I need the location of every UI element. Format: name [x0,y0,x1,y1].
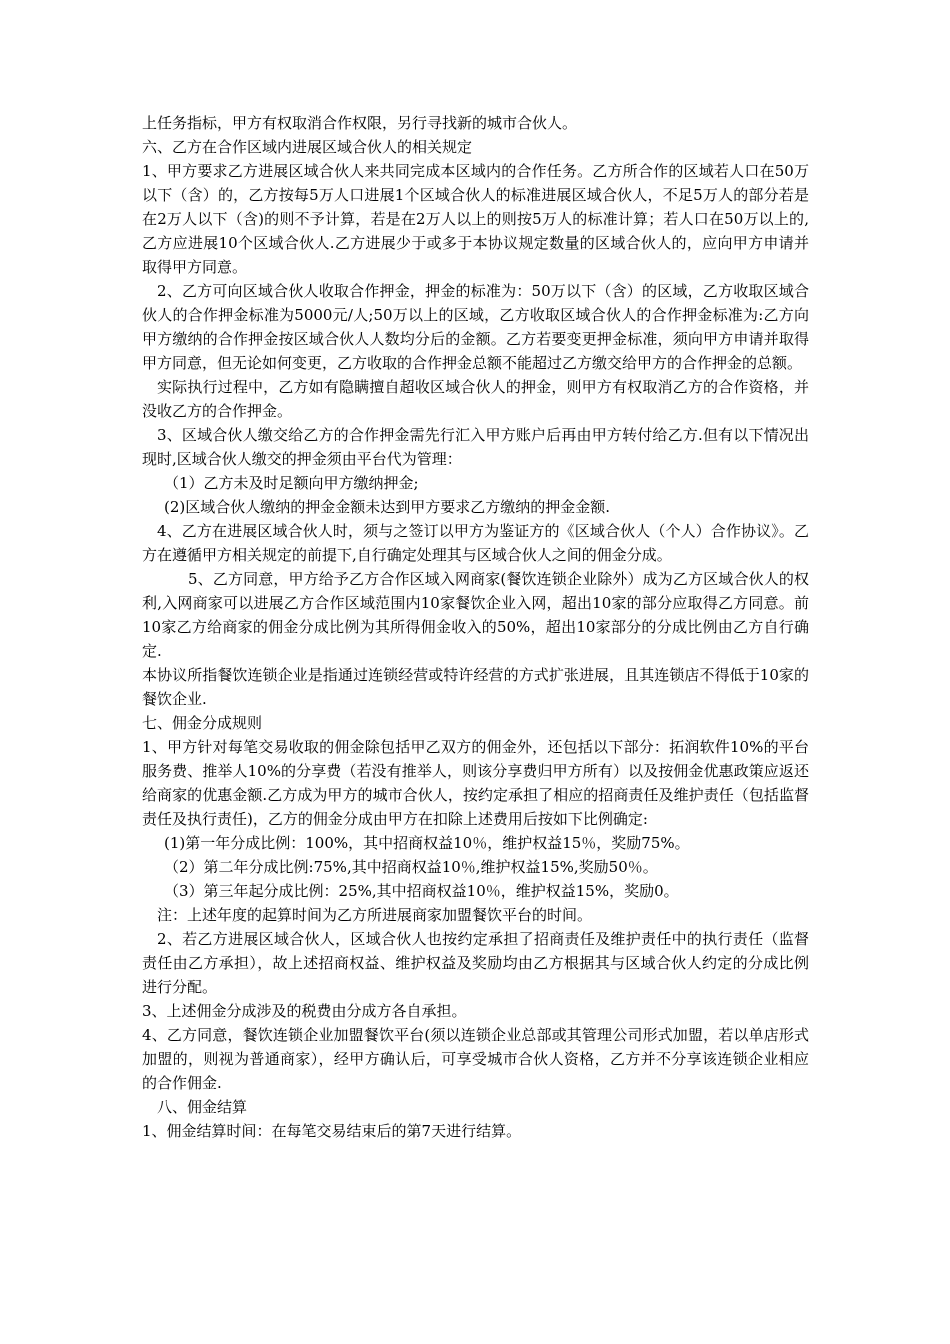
paragraph: 2、乙方可向区域合伙人收取合作押金，押金的标准为：50万以下（含）的区域，乙方收取区域合伙人的合作押金标准为5000元/人;50万以上的区域，乙方收取区域合伙人的合作押金标准为:乙方向甲方缴纳的合作押金按区域合伙人人数均分后的金额。乙方若要变更押金标准，须向甲方申请并取得甲方同意，但无论如何变更，乙方收取的合作押金总额不能超过乙方缴交给甲方的合作押金的总额。 [142,282,809,372]
list-item: (1)第一年分成比例：100%，其中招商权益10％，维护权益15％，奖励75%。 [164,834,690,852]
paragraph: 3、区域合伙人缴交给乙方的合作押金需先行汇入甲方账户后再由甲方转付给乙方.但有以下情况出现时,区域合伙人缴交的押金须由平台代为管理： [142,426,809,468]
paragraph: 2、若乙方进展区域合伙人，区域合伙人也按约定承担了招商责任及维护责任中的执行责任（监督责任由乙方承担），故上述招商权益、维护权益及奖励均由乙方根据其与区域合伙人约定的分成比例进行分配。 [142,930,809,996]
list-item: （2）第二年分成比例:75%,其中招商权益10％,维护权益15%,奖励50％。 [164,858,658,876]
list-item: （3）第三年起分成比例：25%,其中招商权益10％，维护权益15%，奖励0。 [164,882,679,900]
paragraph: 4、乙方同意，餐饮连锁企业加盟餐饮平台(须以连锁企业总部或其管理公司形式加盟，若以单店形式加盟的，则视为普通商家），经甲方确认后，可享受城市合伙人资格，乙方并不分享该连锁企业相应的合作佣金. [142,1026,809,1092]
paragraph: 上任务指标，甲方有权取消合作权限，另行寻找新的城市合伙人。 [142,114,578,132]
paragraph: 实际执行过程中，乙方如有隐瞒擅自超收区域合伙人的押金，则甲方有权取消乙方的合作资格，并没收乙方的合作押金。 [142,378,809,420]
note: 注：上述年度的起算时间为乙方所进展商家加盟餐饮平台的时间。 [157,906,593,924]
section-heading-6: 六、乙方在合作区域内进展区域合伙人的相关规定 [142,138,473,156]
paragraph: 4、乙方在进展区域合伙人时，须与之签订以甲方为鉴证方的《区域合伙人（个人）合作协议》。乙方在遵循甲方相关规定的前提下,自行确定处理其与区域合伙人之间的佣金分成。 [142,522,809,564]
section-heading-8: 八、佣金结算 [157,1098,248,1116]
paragraph: 本协议所指餐饮连锁企业是指通过连锁经营或特许经营的方式扩张进展，且其连锁店不得低于10家的餐饮企业. [142,666,809,708]
paragraph: 3、上述佣金分成涉及的税费由分成方各自承担。 [142,1002,467,1020]
list-item: （1）乙方未及时足额向甲方缴纳押金; [164,474,419,492]
section-heading-7: 七、佣金分成规则 [142,714,263,732]
paragraph: 1、甲方要求乙方进展区域合伙人来共同完成本区域内的合作任务。乙方所合作的区域若人口在50万以下（含）的，乙方按每5万人口进展1个区域合伙人的标准进展区域合伙人，不足5万人的部分若是在2万人以下（含)的则不予计算，若是在2万人以上的则按5万人的标准计算；若人口在50万以上的,乙方应进展10个区域合伙人.乙方进展少于或多于本协议规定数量的区域合伙人的，应向甲方申请并取得甲方同意。 [142,162,809,276]
paragraph: 1、甲方针对每笔交易收取的佣金除包括甲乙双方的佣金外，还包括以下部分：拓润软件10%的平台服务费、推举人10%的分享费（若没有推举人，则该分享费归甲方所有）以及按佣金优惠政策应返还给商家的优惠金额.乙方成为甲方的城市合伙人，按约定承担了相应的招商责任及维护责任（包括监督责任及执行责任)，乙方的佣金分成由甲方在扣除上述费用后按如下比例确定: [142,738,809,828]
document-body [142,111,809,1143]
paragraph: 5、乙方同意，甲方给予乙方合作区域入网商家(餐饮连锁企业除外）成为乙方区域合伙人的权利,入网商家可以进展乙方合作区域范围内10家餐饮企业入网，超出10家的部分应取得乙方同意。前10家乙方给商家的佣金分成比例为其所得佣金收入的50%，超出10家部分的分成比例由乙方自行确定. [142,570,809,660]
paragraph: 1、佣金结算时间：在每笔交易结束后的第7天进行结算。 [142,1122,522,1140]
list-item: (2)区域合伙人缴纳的押金金额未达到甲方要求乙方缴纳的押金金额. [164,498,611,516]
